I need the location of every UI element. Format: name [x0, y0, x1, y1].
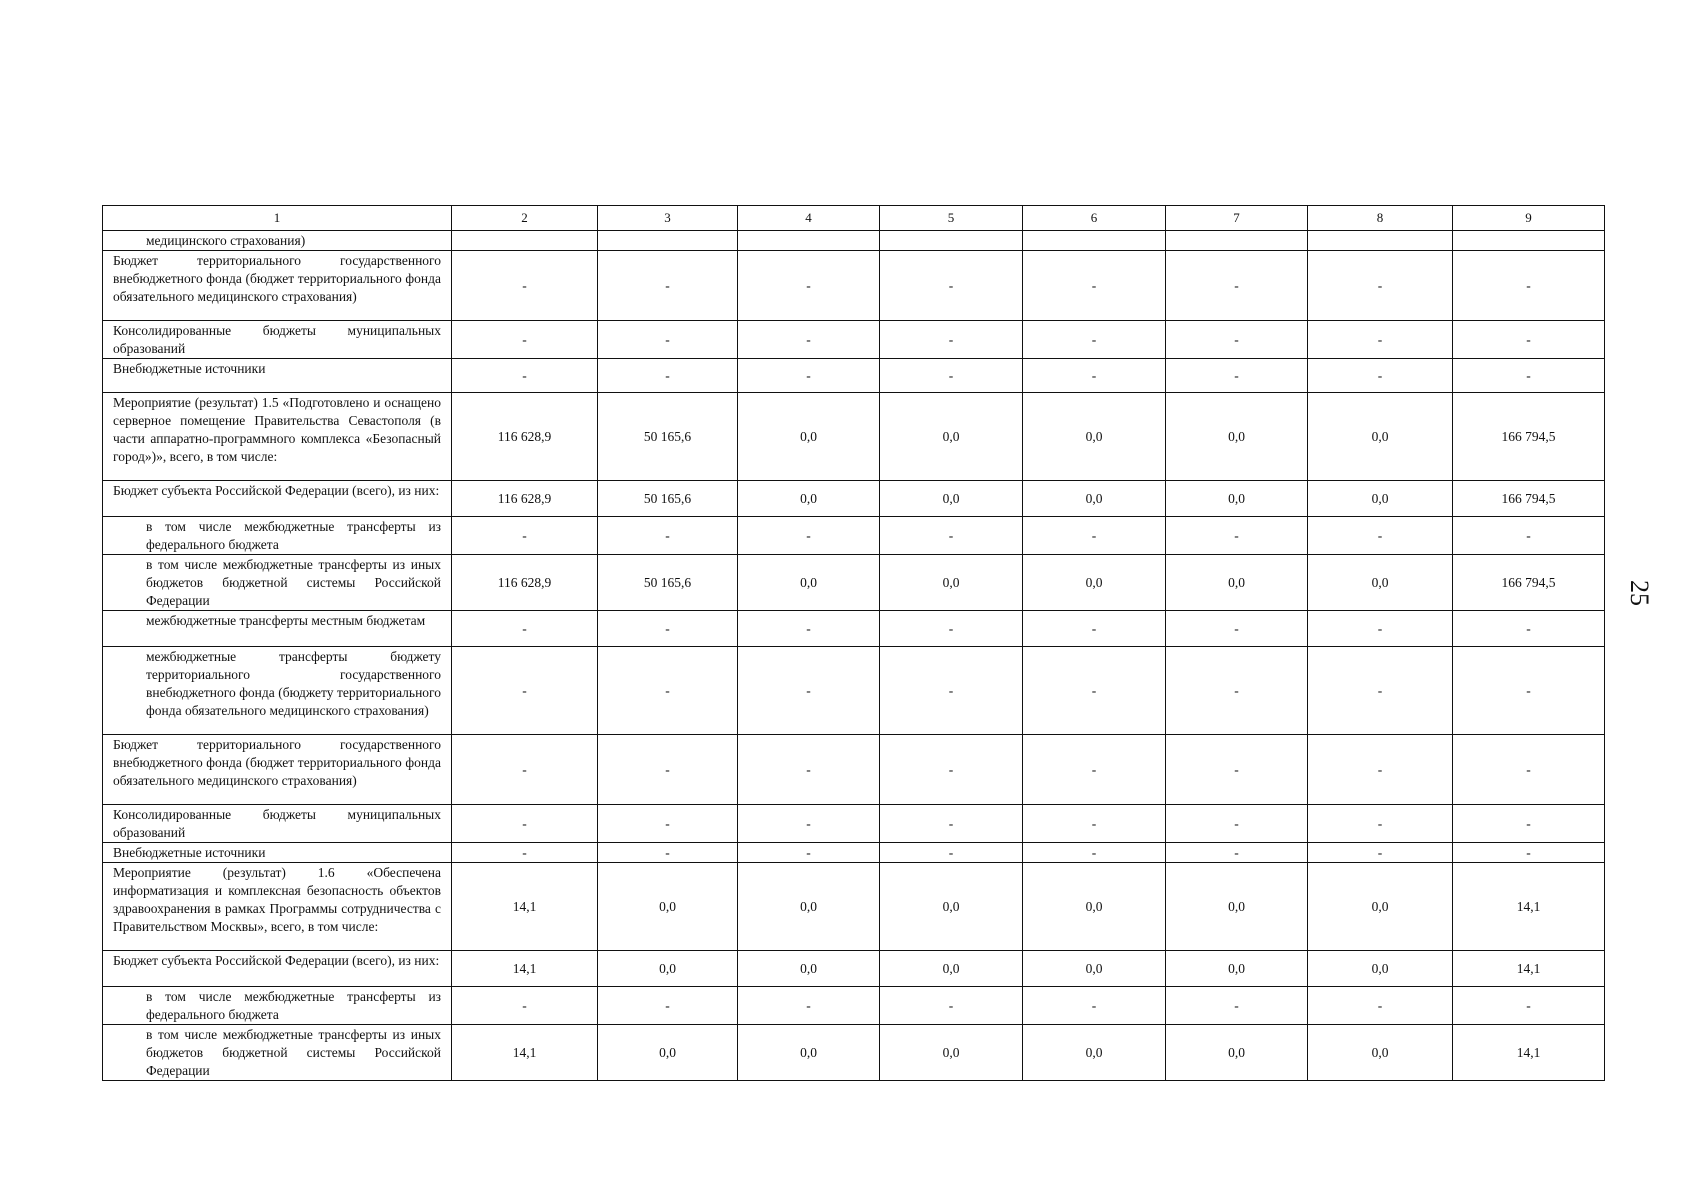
- row-label: Внебюджетные источники: [103, 359, 452, 393]
- cell-col-7: 0,0: [1166, 393, 1308, 481]
- row-label: Консолидированные бюджеты муниципальных образований: [103, 805, 452, 843]
- row-label: Внебюджетные источники: [103, 843, 452, 863]
- table-row: [103, 321, 1605, 359]
- cell-col-9: -: [1453, 735, 1605, 805]
- cell-col-7: -: [1166, 359, 1308, 393]
- cell-col-4: -: [738, 321, 880, 359]
- cell-col-5: -: [880, 647, 1023, 735]
- cell-col-2: [452, 231, 598, 251]
- column-header-8: 8: [1308, 206, 1453, 231]
- cell-col-4: -: [738, 805, 880, 843]
- table-row: [103, 735, 1605, 805]
- cell-col-7: -: [1166, 321, 1308, 359]
- table-row: [103, 251, 1605, 321]
- cell-col-9: -: [1453, 611, 1605, 647]
- cell-col-7: 0,0: [1166, 951, 1308, 987]
- cell-col-5: 0,0: [880, 393, 1023, 481]
- table-row: [103, 805, 1605, 843]
- cell-col-3: -: [598, 843, 738, 863]
- cell-col-5: 0,0: [880, 951, 1023, 987]
- column-header-7: 7: [1166, 206, 1308, 231]
- cell-col-2: -: [452, 987, 598, 1025]
- cell-col-5: -: [880, 843, 1023, 863]
- table-row: [103, 555, 1605, 611]
- cell-col-9: -: [1453, 321, 1605, 359]
- table-header: [103, 206, 1605, 231]
- cell-col-7: -: [1166, 987, 1308, 1025]
- cell-col-5: -: [880, 517, 1023, 555]
- cell-col-6: [1023, 231, 1166, 251]
- cell-col-9: 14,1: [1453, 951, 1605, 987]
- cell-col-4: 0,0: [738, 555, 880, 611]
- cell-col-8: -: [1308, 805, 1453, 843]
- cell-col-5: 0,0: [880, 555, 1023, 611]
- cell-col-6: -: [1023, 647, 1166, 735]
- cell-col-2: 116 628,9: [452, 555, 598, 611]
- cell-col-4: -: [738, 611, 880, 647]
- cell-col-4: 0,0: [738, 393, 880, 481]
- row-label: Консолидированные бюджеты муниципальных образований: [103, 321, 452, 359]
- cell-col-9: -: [1453, 987, 1605, 1025]
- cell-col-3: -: [598, 517, 738, 555]
- cell-col-3: -: [598, 647, 738, 735]
- cell-col-2: -: [452, 251, 598, 321]
- cell-col-3: -: [598, 611, 738, 647]
- table-body: [103, 231, 1605, 1081]
- table-row: [103, 863, 1605, 951]
- cell-col-9: -: [1453, 805, 1605, 843]
- cell-col-7: 0,0: [1166, 863, 1308, 951]
- column-header-9: 9: [1453, 206, 1605, 231]
- cell-col-2: 116 628,9: [452, 393, 598, 481]
- cell-col-9: -: [1453, 517, 1605, 555]
- table-row: [103, 987, 1605, 1025]
- cell-col-4: -: [738, 359, 880, 393]
- cell-col-3: -: [598, 735, 738, 805]
- cell-col-8: -: [1308, 359, 1453, 393]
- cell-col-2: 14,1: [452, 863, 598, 951]
- cell-col-9: 166 794,5: [1453, 481, 1605, 517]
- row-label: Мероприятие (результат) 1.5 «Подготовлено и оснащено серверное помещение Правительства Севастополя (в части аппаратно-программного комплекса «Безопасный город»)», всего, в том числе:: [103, 393, 452, 481]
- cell-col-7: 0,0: [1166, 481, 1308, 517]
- cell-col-4: -: [738, 843, 880, 863]
- cell-col-2: -: [452, 359, 598, 393]
- row-label: Мероприятие (результат) 1.6 «Обеспечена информатизация и комплексная безопасность объектов здравоохранения в рамках Программы сотрудничества с Правительством Москвы», всего, в том числе:: [103, 863, 452, 951]
- cell-col-9: -: [1453, 843, 1605, 863]
- cell-col-2: 14,1: [452, 951, 598, 987]
- cell-col-6: 0,0: [1023, 1025, 1166, 1081]
- cell-col-6: -: [1023, 735, 1166, 805]
- table-row: [103, 1025, 1605, 1081]
- row-label: Бюджет территориального государственного внебюджетного фонда (бюджет территориального фонда обязательного медицинского страхования): [103, 251, 452, 321]
- cell-col-2: -: [452, 843, 598, 863]
- cell-col-2: -: [452, 611, 598, 647]
- cell-col-6: -: [1023, 843, 1166, 863]
- table-row: [103, 951, 1605, 987]
- cell-col-8: -: [1308, 251, 1453, 321]
- cell-col-2: 14,1: [452, 1025, 598, 1081]
- cell-col-8: 0,0: [1308, 863, 1453, 951]
- cell-col-7: -: [1166, 805, 1308, 843]
- cell-col-8: 0,0: [1308, 951, 1453, 987]
- cell-col-2: -: [452, 321, 598, 359]
- cell-col-8: -: [1308, 321, 1453, 359]
- cell-col-8: 0,0: [1308, 555, 1453, 611]
- cell-col-9: 166 794,5: [1453, 393, 1605, 481]
- cell-col-6: -: [1023, 987, 1166, 1025]
- cell-col-7: -: [1166, 611, 1308, 647]
- cell-col-6: 0,0: [1023, 951, 1166, 987]
- cell-col-9: 14,1: [1453, 863, 1605, 951]
- column-header-5: 5: [880, 206, 1023, 231]
- cell-col-7: -: [1166, 843, 1308, 863]
- cell-col-6: 0,0: [1023, 481, 1166, 517]
- table-row: [103, 647, 1605, 735]
- row-label: Бюджет субъекта Российской Федерации (всего), из них:: [103, 481, 452, 517]
- cell-col-7: [1166, 231, 1308, 251]
- cell-col-8: [1308, 231, 1453, 251]
- cell-col-2: -: [452, 647, 598, 735]
- cell-col-8: -: [1308, 987, 1453, 1025]
- column-header-4: 4: [738, 206, 880, 231]
- cell-col-2: -: [452, 735, 598, 805]
- cell-col-6: -: [1023, 251, 1166, 321]
- cell-col-3: -: [598, 321, 738, 359]
- column-header-6: 6: [1023, 206, 1166, 231]
- cell-col-3: -: [598, 251, 738, 321]
- cell-col-8: -: [1308, 735, 1453, 805]
- cell-col-8: 0,0: [1308, 1025, 1453, 1081]
- cell-col-3: -: [598, 805, 738, 843]
- cell-col-9: [1453, 231, 1605, 251]
- cell-col-5: -: [880, 321, 1023, 359]
- cell-col-3: -: [598, 987, 738, 1025]
- cell-col-7: 0,0: [1166, 1025, 1308, 1081]
- cell-col-7: -: [1166, 517, 1308, 555]
- row-label: межбюджетные трансферты бюджету территориального государственного внебюджетного фонда (бюджету территориального фонда обязательного медицинского страхования): [103, 647, 452, 735]
- cell-col-5: -: [880, 987, 1023, 1025]
- cell-col-8: -: [1308, 611, 1453, 647]
- cell-col-8: -: [1308, 517, 1453, 555]
- column-header-3: 3: [598, 206, 738, 231]
- cell-col-4: 0,0: [738, 481, 880, 517]
- cell-col-4: -: [738, 251, 880, 321]
- cell-col-5: -: [880, 805, 1023, 843]
- cell-col-5: -: [880, 359, 1023, 393]
- cell-col-3: 50 165,6: [598, 481, 738, 517]
- cell-col-6: 0,0: [1023, 393, 1166, 481]
- cell-col-6: -: [1023, 321, 1166, 359]
- table-row: [103, 359, 1605, 393]
- cell-col-5: [880, 231, 1023, 251]
- table-row: [103, 231, 1605, 251]
- cell-col-8: 0,0: [1308, 393, 1453, 481]
- cell-col-8: -: [1308, 843, 1453, 863]
- row-label: Бюджет территориального государственного внебюджетного фонда (бюджет территориального фонда обязательного медицинского страхования): [103, 735, 452, 805]
- cell-col-7: 0,0: [1166, 555, 1308, 611]
- cell-col-5: 0,0: [880, 1025, 1023, 1081]
- page-number: 25: [1625, 580, 1654, 606]
- cell-col-7: -: [1166, 647, 1308, 735]
- cell-col-3: 0,0: [598, 1025, 738, 1081]
- cell-col-5: -: [880, 611, 1023, 647]
- cell-col-6: -: [1023, 359, 1166, 393]
- cell-col-4: -: [738, 735, 880, 805]
- cell-col-4: 0,0: [738, 951, 880, 987]
- cell-col-3: 50 165,6: [598, 393, 738, 481]
- cell-col-3: 50 165,6: [598, 555, 738, 611]
- cell-col-4: 0,0: [738, 863, 880, 951]
- cell-col-9: 14,1: [1453, 1025, 1605, 1081]
- cell-col-9: -: [1453, 251, 1605, 321]
- cell-col-5: 0,0: [880, 863, 1023, 951]
- cell-col-4: -: [738, 987, 880, 1025]
- row-label: Бюджет субъекта Российской Федерации (всего), из них:: [103, 951, 452, 987]
- cell-col-9: -: [1453, 647, 1605, 735]
- cell-col-4: -: [738, 517, 880, 555]
- cell-col-9: -: [1453, 359, 1605, 393]
- row-label: межбюджетные трансферты местным бюджетам: [103, 611, 452, 647]
- cell-col-6: 0,0: [1023, 863, 1166, 951]
- cell-col-8: 0,0: [1308, 481, 1453, 517]
- cell-col-6: -: [1023, 517, 1166, 555]
- column-header-1: 1: [103, 206, 452, 231]
- row-label: в том числе межбюджетные трансферты из федерального бюджета: [103, 517, 452, 555]
- cell-col-4: -: [738, 647, 880, 735]
- cell-col-3: [598, 231, 738, 251]
- cell-col-6: -: [1023, 611, 1166, 647]
- cell-col-3: 0,0: [598, 951, 738, 987]
- cell-col-7: -: [1166, 735, 1308, 805]
- cell-col-5: 0,0: [880, 481, 1023, 517]
- cell-col-2: -: [452, 517, 598, 555]
- cell-col-2: -: [452, 805, 598, 843]
- cell-col-6: 0,0: [1023, 555, 1166, 611]
- cell-col-5: -: [880, 251, 1023, 321]
- cell-col-3: -: [598, 359, 738, 393]
- row-label: в том числе межбюджетные трансферты из федерального бюджета: [103, 987, 452, 1025]
- row-label: медицинского страхования): [103, 231, 452, 251]
- row-label: в том числе межбюджетные трансферты из иных бюджетов бюджетной системы Российской Федерации: [103, 1025, 452, 1081]
- cell-col-4: 0,0: [738, 1025, 880, 1081]
- cell-col-5: -: [880, 735, 1023, 805]
- cell-col-2: 116 628,9: [452, 481, 598, 517]
- table-row: [103, 393, 1605, 481]
- budget-table: [102, 205, 1605, 1081]
- table-row: [103, 481, 1605, 517]
- row-label: в том числе межбюджетные трансферты из иных бюджетов бюджетной системы Российской Федерации: [103, 555, 452, 611]
- column-header-2: 2: [452, 206, 598, 231]
- table-row: [103, 517, 1605, 555]
- table-row: [103, 611, 1605, 647]
- cell-col-8: -: [1308, 647, 1453, 735]
- header-row: [103, 206, 1605, 231]
- cell-col-4: [738, 231, 880, 251]
- table-row: [103, 843, 1605, 863]
- cell-col-9: 166 794,5: [1453, 555, 1605, 611]
- cell-col-3: 0,0: [598, 863, 738, 951]
- cell-col-7: -: [1166, 251, 1308, 321]
- cell-col-6: -: [1023, 805, 1166, 843]
